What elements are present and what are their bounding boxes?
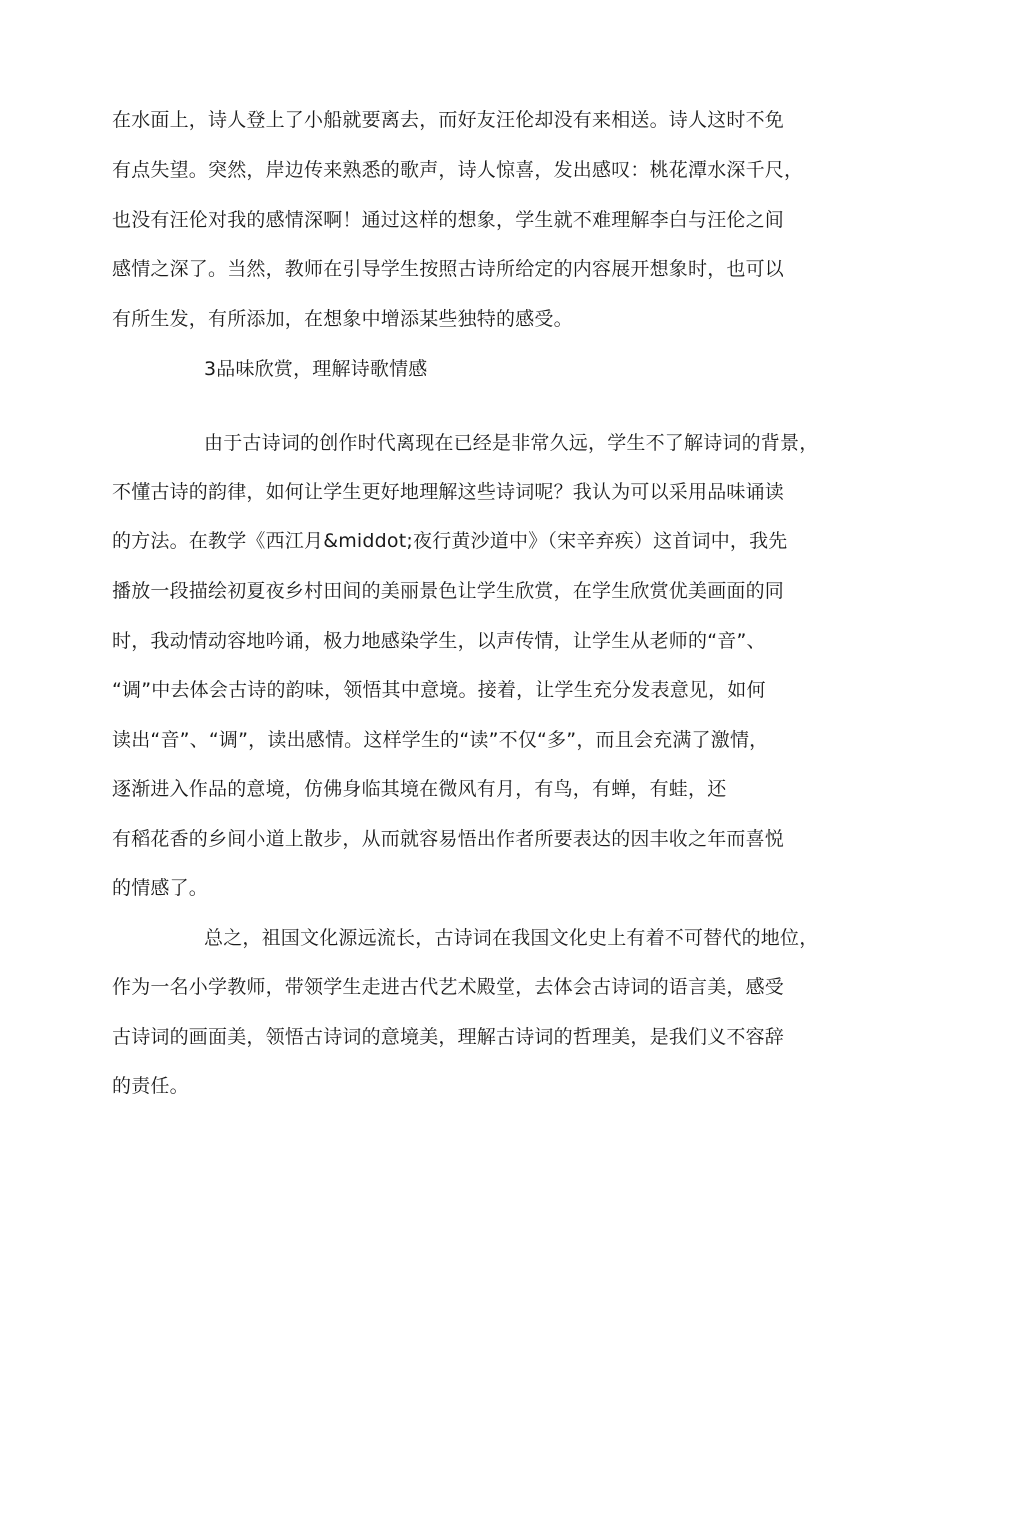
- paragraph-line: 作为一名小学教师，带领学生走进古代艺术殿堂，去体会古诗词的语言美，感受: [112, 976, 785, 998]
- paragraph-line: 有所生发，有所添加，在想象中增添某些独特的感受。: [112, 308, 573, 330]
- paragraph-line: 总之，祖国文化源远流长，古诗词在我国文化史上有着不可替代的地位，: [204, 927, 819, 949]
- paragraph-line: 逐渐进入作品的意境，仿佛身临其境在微风有月，有鸟，有蝉，有蛙，还: [112, 778, 727, 800]
- paragraph-line: 有点失望。突然，岸边传来熟悉的歌声，诗人惊喜，发出感叹：桃花潭水深千尺，: [112, 159, 804, 181]
- paragraph-line: 的方法。在教学《西江月&middot;夜行黄沙道中》（宋辛弃疾）这首词中，我先: [112, 530, 788, 552]
- paragraph-line: “调”中去体会古诗的韵味，领悟其中意境。接着，让学生充分发表意见，如何: [112, 679, 766, 701]
- paragraph-line: 的情感了。: [112, 877, 209, 899]
- paragraph-line: 时，我动情动容地吟诵，极力地感染学生，以声传情，让学生从老师的“音”、: [112, 630, 766, 652]
- paragraph-line: 有稻花香的乡间小道上散步，从而就容易悟出作者所要表达的因丰收之年而喜悦: [112, 828, 785, 850]
- paragraph-line: 在水面上，诗人登上了小船就要离去，而好友汪伦却没有来相送。诗人这时不免: [112, 109, 785, 131]
- paragraph-line: 播放一段描绘初夏夜乡村田间的美丽景色让学生欣赏，在学生欣赏优美画面的同: [112, 580, 785, 602]
- paragraph-line: 读出“音”、“调”，读出感情。这样学生的“读”不仅“多”，而且会充满了激情，: [112, 729, 769, 751]
- section-heading: 3品味欣赏，理解诗歌情感: [204, 358, 428, 380]
- paragraph-line: 由于古诗词的创作时代离现在已经是非常久远，学生不了解诗词的背景，: [204, 432, 819, 454]
- paragraph-line: 不懂古诗的韵律，如何让学生更好地理解这些诗词呢？我认为可以采用品味诵读: [112, 481, 785, 503]
- paragraph-line: 古诗词的画面美，领悟古诗词的意境美，理解古诗词的哲理美，是我们义不容辞: [112, 1026, 785, 1048]
- paragraph-line: 也没有汪伦对我的感情深啊！通过这样的想象，学生就不难理解李白与汪伦之间: [112, 209, 785, 231]
- paragraph-line: 的责任。: [112, 1075, 189, 1097]
- paragraph-line: 感情之深了。当然，教师在引导学生按照古诗所给定的内容展开想象时，也可以: [112, 258, 785, 280]
